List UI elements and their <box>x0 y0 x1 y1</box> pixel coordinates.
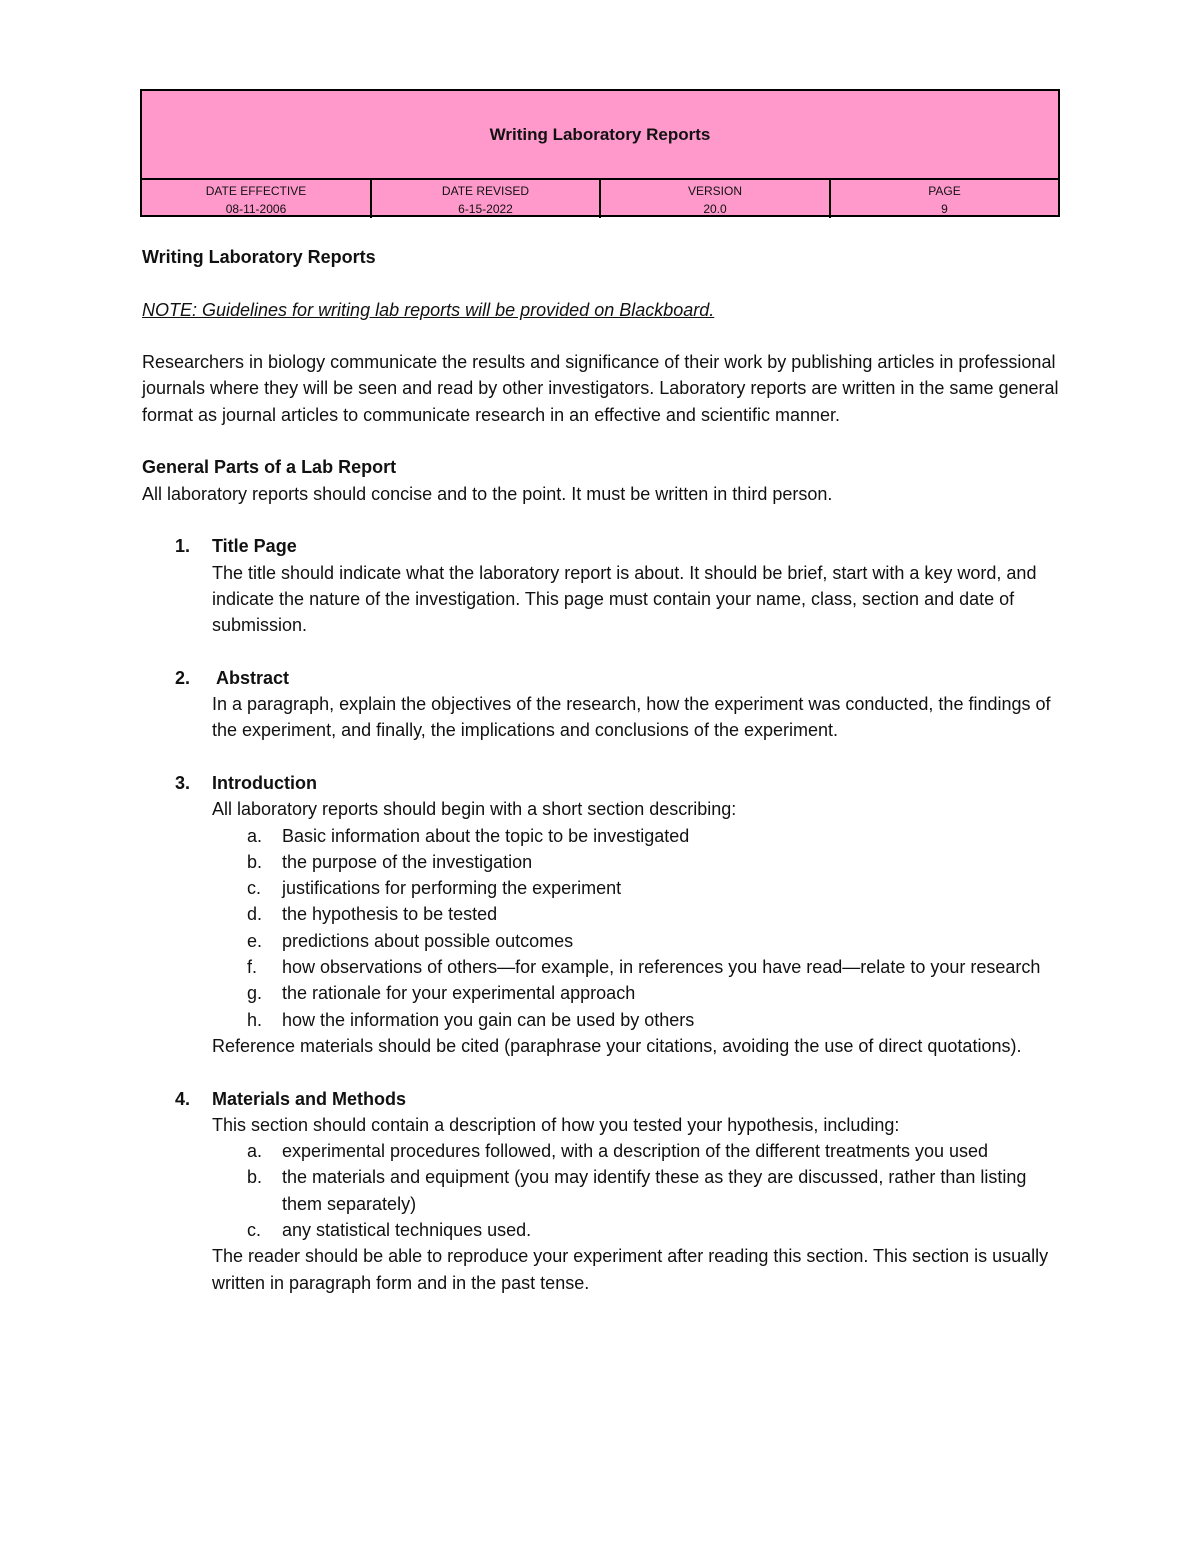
intro-paragraph: Researchers in biology communicate the results and significance of their work by publishing articles in professional journals where they will be seen and read by other investigators. Laboratory reports are written in the same general format as journal articles to communicate research in an effective and scientific manner. <box>142 352 1059 425</box>
section-introduction <box>142 770 1062 1059</box>
list-letter: f. <box>247 957 258 978</box>
section-number: 4. <box>175 1088 191 1109</box>
list-letter: c. <box>247 878 262 899</box>
section-title: Title Page <box>212 536 297 557</box>
list-letter: h. <box>247 1009 263 1030</box>
note-text: NOTE: Guidelines for writing lab reports will be provided on Blackboard. <box>142 299 715 320</box>
list-item <box>212 1138 1062 1164</box>
section-closing-text: The reader should be able to reproduce your experiment after reading this section. This section is usually written in paragraph form and in the past tense. <box>212 1246 1049 1293</box>
general-parts-heading: General Parts of a Lab Report <box>142 457 397 478</box>
list-letter: b. <box>247 1167 263 1188</box>
section-abstract <box>142 665 1062 744</box>
list-item <box>212 1164 1062 1217</box>
list-item-text: justifications for performing the experiment <box>282 878 622 899</box>
header-cell-label: DATE EFFECTIVE <box>205 184 307 198</box>
header-cell-page <box>831 180 1058 218</box>
header-info-row <box>142 178 1058 215</box>
general-parts-text: All laboratory reports should concise and to the point. It must be written in third person. <box>142 483 833 504</box>
section-text: The title should indicate what the laboratory report is about. It should be brief, start with a key word, and indicate the nature of the investigation. This page must contain your name, class, section and date of submission. <box>212 562 1037 636</box>
list-item-text: the purpose of the investigation <box>282 851 533 872</box>
section-materials-methods <box>142 1086 1062 1296</box>
header-cell-label: PAGE <box>928 184 961 198</box>
list-item <box>212 823 1062 849</box>
header-cell-date-revised <box>372 180 601 218</box>
section-title: Materials and Methods <box>212 1088 407 1109</box>
list-item <box>212 849 1062 875</box>
list-item-text: Basic information about the topic to be investigated <box>282 825 690 846</box>
list-item-text: the hypothesis to be tested <box>282 904 498 925</box>
list-letter: d. <box>247 904 263 925</box>
list-item-text: how the information you gain can be used by others <box>282 1009 695 1030</box>
section-text: All laboratory reports should begin with a short section describing: <box>212 799 737 820</box>
section-number: 1. <box>175 536 191 557</box>
section-text: In a paragraph, explain the objectives of the research, how the experiment was conducted, the findings of the experiment, and finally, the implications and conclusions of the experiment. <box>212 694 1051 741</box>
list-letter: b. <box>247 851 263 872</box>
header-cell-value: 9 <box>941 202 948 216</box>
header-cell-value: 20.0 <box>703 202 727 216</box>
header-cell-label: VERSION <box>687 184 742 198</box>
list-item <box>212 1007 1062 1033</box>
header-cell-version <box>601 180 831 218</box>
document-title: Writing Laboratory Reports <box>142 247 376 267</box>
header-cell-date-effective <box>142 180 372 218</box>
section-closing-text: Reference materials should be cited (paraphrase your citations, avoiding the use of direct quotations). <box>212 1035 1022 1056</box>
list-letter: e. <box>247 930 263 951</box>
section-number: 2. <box>175 667 191 688</box>
section-title-page <box>142 533 1062 638</box>
section-title: Abstract <box>216 667 290 688</box>
list-item-text: any statistical techniques used. <box>282 1219 532 1240</box>
list-item-text: how observations of others—for example, in references you have read—relate to your research <box>282 957 1041 978</box>
list-letter: g. <box>247 983 263 1004</box>
document-body <box>142 244 1062 1296</box>
list-letter: a. <box>247 825 263 846</box>
list-letter: a. <box>247 1141 263 1162</box>
header-cell-label: DATE REVISED <box>441 184 530 198</box>
list-item <box>212 1217 1062 1243</box>
list-letter: c. <box>247 1219 262 1240</box>
list-item-text: the rationale for your experimental approach <box>282 983 636 1004</box>
header-title: Writing Laboratory Reports <box>489 125 711 144</box>
list-item <box>212 928 1062 954</box>
list-item-text: predictions about possible outcomes <box>282 930 574 951</box>
document-header-box <box>140 89 1060 217</box>
list-item <box>212 901 1062 927</box>
section-number: 3. <box>175 772 191 793</box>
list-item-text: experimental procedures followed, with a description of the different treatments you used <box>282 1141 989 1162</box>
header-cell-value: 08-11-2006 <box>225 202 287 216</box>
list-item-text: the materials and equipment (you may identify these as they are discussed, rather than listing them separately) <box>282 1167 1027 1214</box>
list-item <box>212 875 1062 901</box>
section-title: Introduction <box>212 772 317 793</box>
header-cell-value: 6-15-2022 <box>458 202 513 216</box>
list-item <box>212 980 1062 1006</box>
list-item <box>212 954 1062 980</box>
section-text: This section should contain a description of how you tested your hypothesis, including: <box>212 1114 900 1135</box>
